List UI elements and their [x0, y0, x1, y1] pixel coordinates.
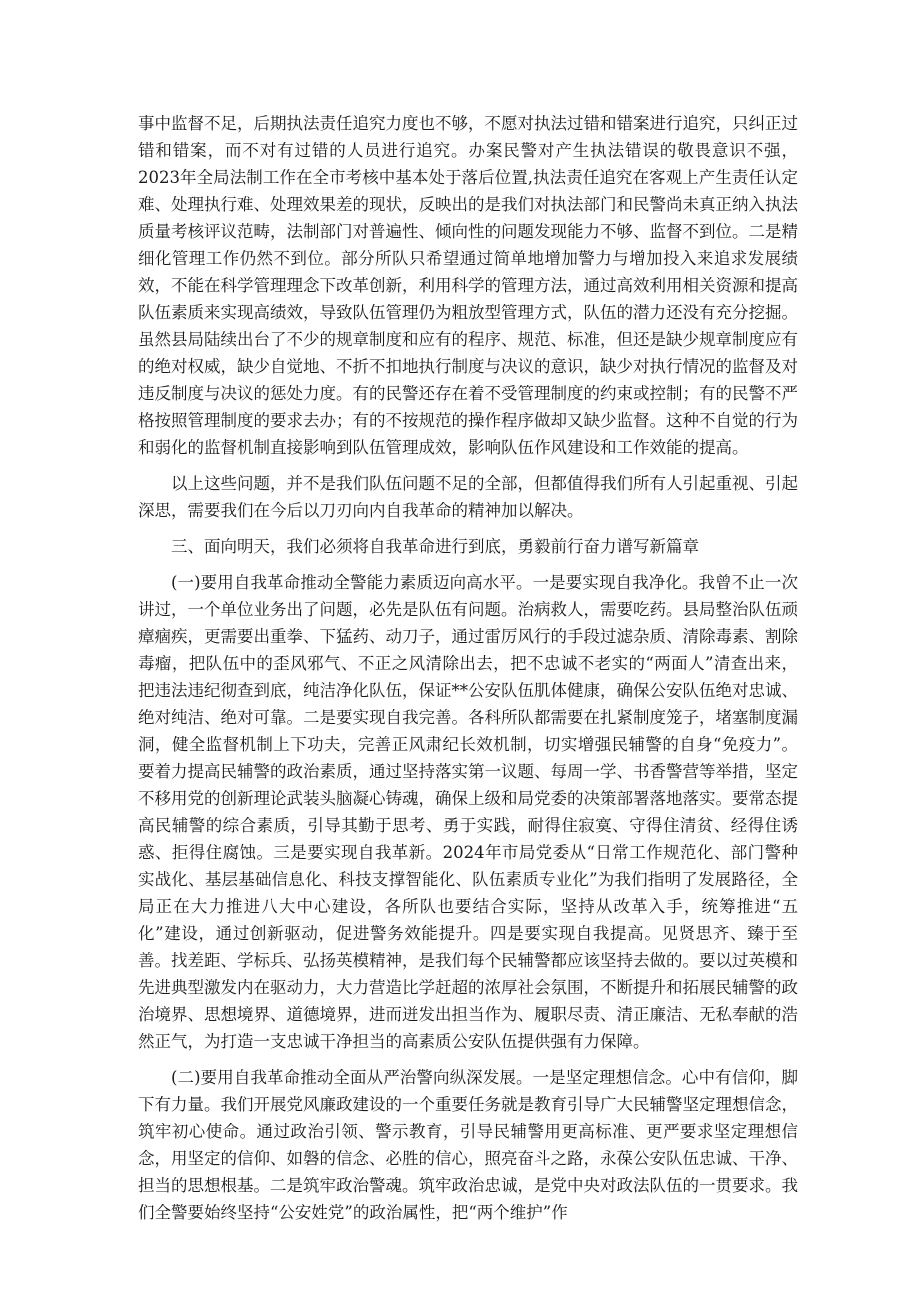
body-paragraph: (一)要用自我革命推动全警能力素质迈向高水平。一是要实现自我净化。我曾不止一次讲过，一个单位业务出了问题，必先是队伍有问题。治病救人，需要吃药。县局整治队伍顽瘴痼疾，更需要出重拳、下猛药、动刀子，通过雷厉风行的手段过滤杂质、清除毒素、割除毒瘤，把队伍中的歪风邪气、不正之风清除出去，把不忠诚不老实的“两面人”清查出来，把违法违纪彻查到底，纯洁净化队伍，保证**公安队伍肌体健康，确保公安队伍绝对忠诚、绝对纯洁、绝对可靠。二是要实现自我完善。各科所队都需要在扎紧制度笼子，堵塞制度漏洞，健全监督机制上下功夫，完善正风肃纪长效机制，切实增强民辅警的自身“免疫力”。要着力提高民辅警的政治素质，通过坚持落实第一议题、每周一学、书香警营等举措，坚定不移用党的创新理论武装头脑凝心铸魂，确保上级和局党委的决策部署落地落实。要常态提高民辅警的综合素质，引导其勤于思考、勇于实践，耐得住寂寞、守得住清贫、经得住诱惑、拒得住腐蚀。三是要实现自我革新。2024年市局党委从“日常工作规范化、部门警种实战化、基层基础信息化、科技支撑智能化、队伍素质专业化”为我们指明了发展路径，全局正在大力推进八大中心建设，各所队也要结合实际，坚持从改革入手，统筹推进“五化”建设，通过创新驱动，促进警务效能提升。四是要实现自我提高。见贤思齐、臻于至善。找差距、学标兵、弘扬英模精神，是我们每个民辅警都应该坚持去做的。要以过英模和先进典型激发内在驱动力，大力营造比学赶超的浓厚社会氛围，不断提升和拓展民辅警的政治境界、思想境界、道德境界，进而迸发出担当作为、履职尽责、清正廉洁、无私奉献的浩然正气，为打造一支忠诚干净担当的高素质公安队伍提供强有力保障。 — [138, 573, 798, 1051]
body-paragraph: 事中监督不足，后期执法责任追究力度也不够，不愿对执法过错和错案进行追究，只纠正过错和错案，而不对有过错的人员进行追究。办案民警对产生执法错误的敬畏意识不强，2023年全局法制工作在全市考核中基本处于落后位置,执法责任追究在客观上产生责任认定难、处理执行难、处理效果差的现状，反映出的是我们对执法部门和民警尚未真正纳入执法质量考核评议范畴，法制部门对普遍性、倾向性的问题发现能力不够、监督不到位。二是精细化管理工作仍然不到位。部分所队只希望通过简单地增加警力与增加投入来追求发展绩效，不能在科学管理理念下改革创新，利用科学的管理方法，通过高效利用相关资源和提高队伍素质来实现高绩效，导致队伍管理仍为粗放型管理方式，队伍的潜力还没有充分挖掘。虽然县局陆续出台了不少的规章制度和应有的程序、规范、标准，但还是缺少规章制度应有的绝对权威，缺少自觉地、不折不扣地执行制度与决议的意识，缺少对执行情况的监督及对违反制度与决议的惩处力度。有的民警还存在着不受管理制度的约束或控制；有的民警不严格按照管理制度的要求去办；有的不按规范的操作程序做却又缺少监督。这种不自觉的行为和弱化的监督机制直接影响到队伍管理成效，影响队伍作风建设和工作效能的提高。 — [138, 114, 798, 457]
section-heading: 三、面向明天，我们必须将自我革命进行到底，勇毅前行奋力谱写新篇章 — [171, 537, 699, 556]
document-page — [138, 110, 798, 1235]
body-paragraph: 以上这些问题，并不是我们队伍问题不足的全部，但都值得我们所有人引起重视、引起深思，需要我们在今后以刀刃向内自我革命的精神加以解决。 — [138, 474, 798, 520]
body-paragraph: (二)要用自我革命推动全面从严治警向纵深发展。一是坚定理想信念。心中有信仰，脚下有力量。我们开展党风廉政建设的一个重要任务就是教育引导广大民辅警坚定理想信念，筑牢初心使命。通过政治引领、警示教育，引导民辅警用更高标准、更严要求坚定理想信念，用坚定的信仰、如磐的信念、必胜的信心，照亮奋斗之路，永葆公安队伍忠诚、干净、担当的思想根基。二是筑牢政治警魂。筑牢政治忠诚，是党中央对政法队伍的一贯要求。我们全警要始终坚持“公安姓党”的政治属性，把“两个维护”作 — [138, 1068, 798, 1222]
